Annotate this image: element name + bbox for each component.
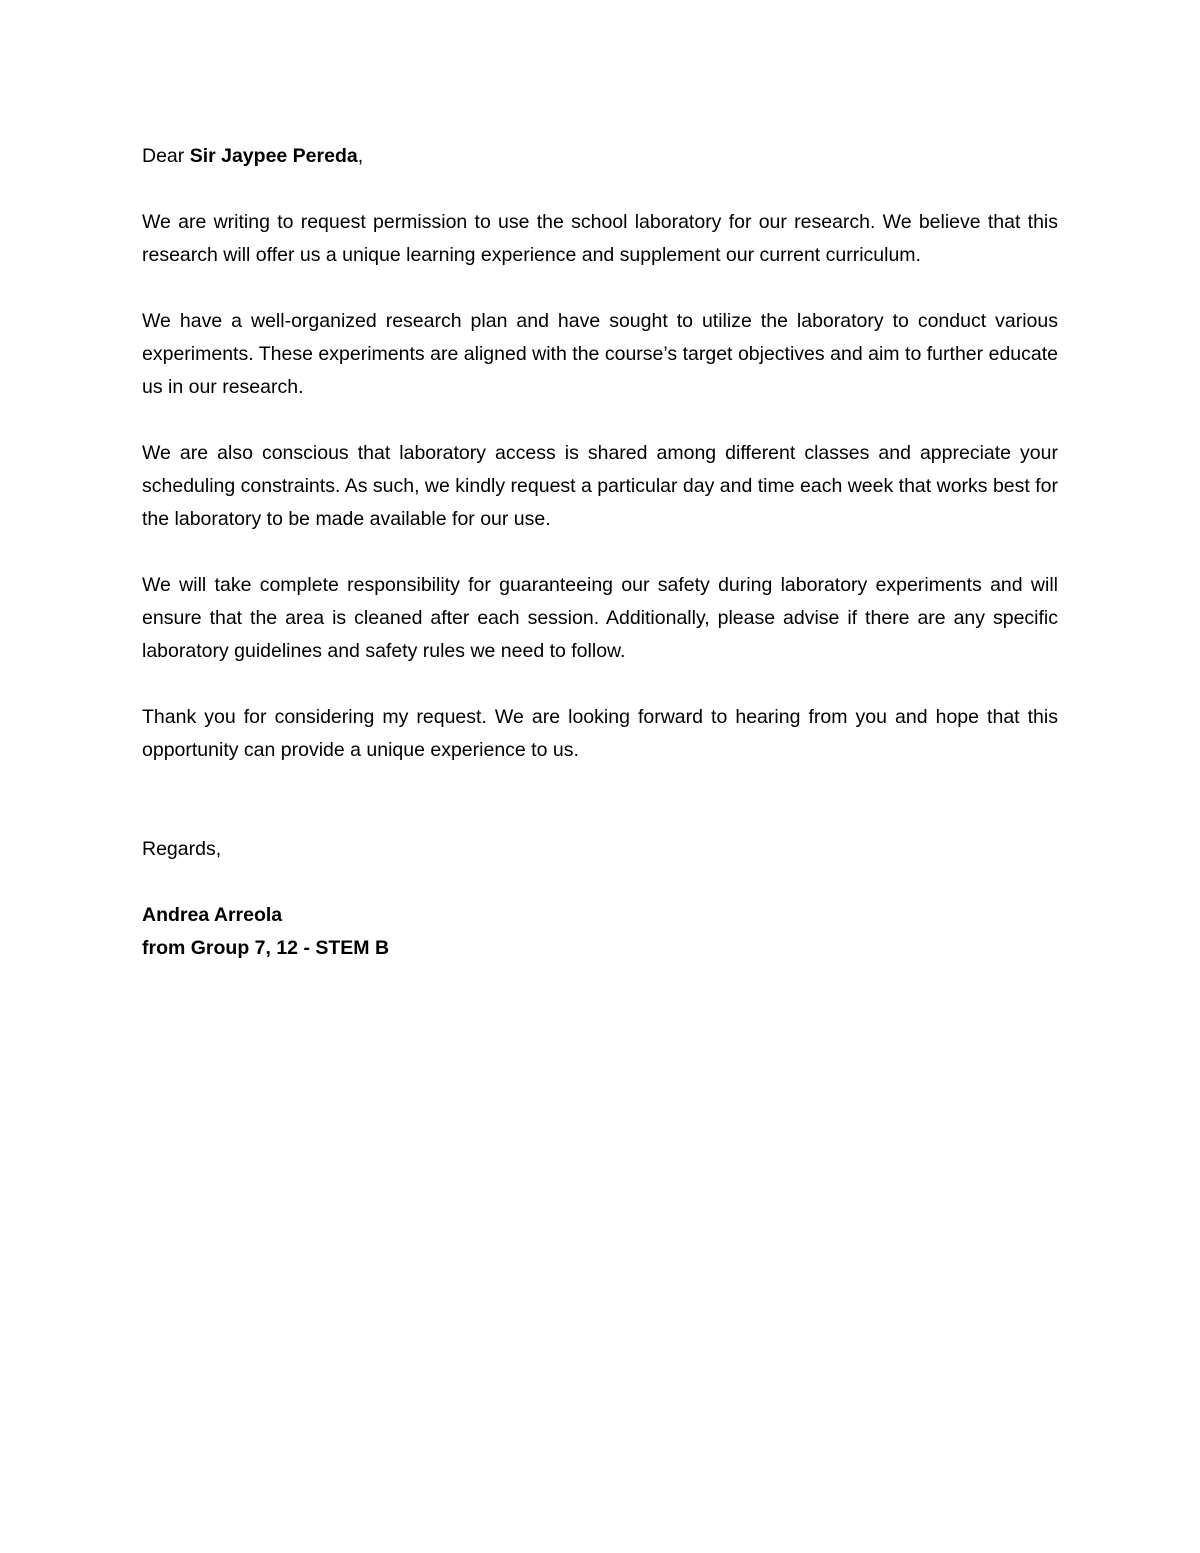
salutation-prefix: Dear: [142, 145, 190, 167]
salutation-suffix: ,: [357, 145, 364, 167]
paragraph-responsibility: We will take complete responsibility for guaranteeing our safety during laboratory experiments and will ensure that the area is cleaned after each session. Additionally, please advise if there are any specific laboratory guidelines and safety rules we need to follow.: [142, 574, 1058, 662]
paragraph-thanks: Thank you for considering my request. We are looking forward to hearing from you and hope that this opportunity can provide a unique experience to us.: [142, 706, 1058, 761]
signature-name: Andrea Arreola: [142, 904, 283, 926]
paragraph-research-plan: We have a well-organized research plan and have sought to utilize the laboratory to conduct various experiments. These experiments are aligned with the course’s target objectives and aim to further educate us in our research.: [142, 310, 1058, 398]
recipient-name: Sir Jaypee Pereda: [189, 145, 358, 167]
salutation: [142, 140, 1058, 173]
paragraph-request: We are writing to request permission to use the school laboratory for our research. We believe that this research will offer us a unique learning experience and supplement our current curriculum.: [142, 211, 1058, 266]
closing-spacer: [142, 800, 1058, 833]
paragraph-scheduling: We are also conscious that laboratory access is shared among different classes and appreciate your scheduling constraints. As such, we kindly request a particular day and time each week that works best for the laboratory to be made available for our use.: [142, 442, 1058, 530]
signature-affiliation: from Group 7, 12 - STEM B: [142, 937, 390, 959]
letter-body: [142, 140, 1058, 965]
closing: Regards,: [142, 838, 222, 860]
